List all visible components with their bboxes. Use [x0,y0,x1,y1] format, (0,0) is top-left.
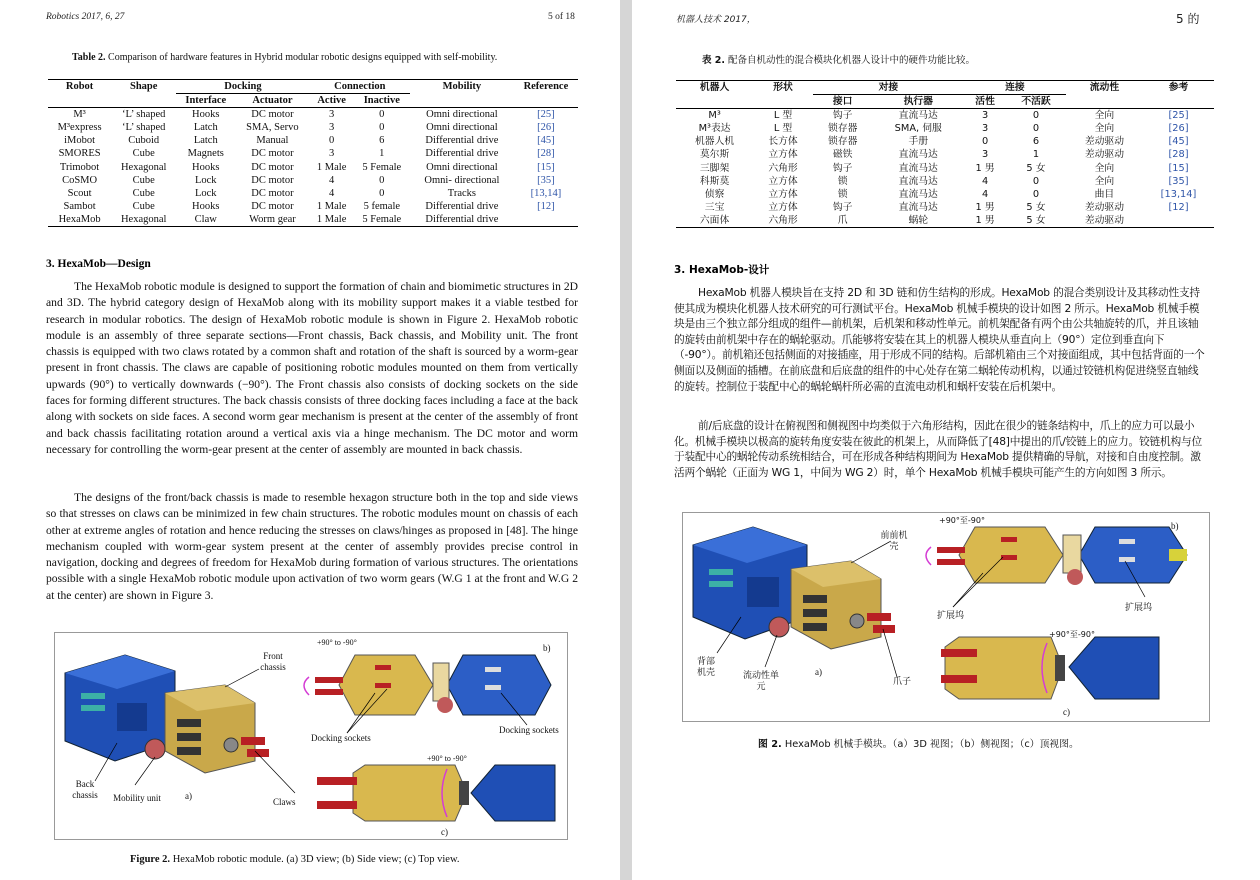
table-cell: 1 Male [316,214,347,226]
hardware-comparison-table [676,80,1214,228]
hardware-comparison-table [48,79,578,227]
table-cell: Omni directional [426,161,498,173]
table-cell: DC motor [251,109,294,120]
reference-link[interactable]: [25] [537,109,555,120]
reference-link[interactable]: [45] [537,135,555,147]
table-cell: 0 [1032,189,1040,201]
table-cell: M³表达 [698,123,731,135]
col-robot: Robot [65,81,94,93]
3d-view [693,527,895,649]
running-header-journal: Robotics 2017, 6, 27 [46,12,125,22]
table-cell: 6 [1032,136,1040,148]
label-b: b) [543,643,551,653]
table-cell: 三宝 [704,202,725,214]
label-angle-side: +90°至-90° [939,516,985,525]
label-c: c) [1063,707,1070,717]
label-front-chassis: 前前机壳 [880,531,908,552]
label-mobility-unit: Mobility unit [113,793,161,803]
table-cell: Lock [194,188,217,200]
table-cell: 5 女 [1026,202,1046,214]
col-connection: 连接 [1005,82,1025,93]
table-cell: Hooks [192,109,220,120]
table-row [676,109,1214,123]
table-row [676,214,1214,228]
running-header-journal: 机器人技术 2017， [676,15,756,25]
table-cell: M³express [57,122,102,134]
table-row [676,122,1214,135]
table-cell: 0 [379,174,385,186]
table-cell: 1 男 [975,215,995,227]
col-docking: 对接 [878,82,899,93]
table-row [48,187,578,200]
table-cell: 差动驱动 [1084,136,1125,148]
table-cell: 钩子 [832,110,853,121]
table-row [676,201,1214,214]
table-cell: 5 female [363,201,401,213]
section-title: 3. HexaMob-设计 [674,264,770,276]
table-cell: iMobot [64,135,96,147]
label-docking-sockets-2: 扩展坞 [1125,603,1153,613]
table-cell: Latch [193,135,218,147]
table-cell: Cube [132,201,155,213]
table-cell: 蜗轮 [908,215,929,227]
table-cell: 磁铁 [832,149,853,161]
table-cell: ‘L’ shaped [121,122,166,134]
table-row [48,147,578,160]
table-row [676,175,1214,188]
col-active: 活性 [964,95,1006,109]
table-cell: 六角形 [768,215,798,227]
table-cell: Lock [194,174,217,186]
table-cell: 3 [981,123,989,135]
table-cell: SMORES [58,148,101,160]
label-c: c) [441,827,448,837]
table-row [676,162,1214,175]
table-caption: Table 2. Comparison of hardware features in Hybrid modular robotic designs equipped with self-mobility. [72,52,498,63]
table-cell: 3 [981,110,989,121]
table-cell: 钩子 [832,162,853,174]
paragraph-1: HexaMob 机器人模块旨在支持 2D 和 3D 链和仿生结构的形成。HexaMob 的混合类别设计及其移动性支持使其成为模块化机器人技术研究的可行测试平台。HexaMob 机械手模块的设计如图 2 所示。HexaMob 机械手模块是由三个独立部分组成的组件—前机架，后机架和移动性单元。前机架配备有两个由公共轴旋转的爪，并且该轴的旋转由前机架中存在的蜗轮驱动。爪能够将安装在其上的机器人模块从垂直向上（90°）定位到垂直向下（-90°）。前机箱还包括侧面的对接插座，用于形成不同的结构。后部机箱由三个对接面组成，其中包括背面的一个侧面以及侧面的插槽。在前底盘和后底盘的组件的中心处存在第二蜗轮传动机构，以通过铰链机构促进绕竖直轴线的旋转。控制位于装配中心的蜗轮蜗杆所必需的直流电动机和蜗杆安装在后机架中。 [674,286,1205,393]
table-cell: 6 [379,135,385,147]
table-row [48,134,578,147]
table-cell: 5 女 [1026,215,1046,227]
table-cell: Cube [132,148,155,160]
table-cell: 曲目 [1094,189,1115,201]
running-header-page: 5 的 [1176,12,1200,26]
table-cell: DC motor [251,174,294,186]
label-angle-side: +90° to -90° [317,638,357,647]
table-row [676,188,1214,201]
3d-view [65,655,269,773]
table-cell: 4 [981,189,989,201]
col-actuator: 执行器 [873,95,965,109]
figure-caption: Figure 2. HexaMob robotic module. (a) 3D view; (b) Side view; (c) Top view. [130,854,460,865]
reference-link[interactable]: [35] [1168,175,1189,187]
label-docking-sockets-1: Docking sockets [311,733,371,743]
table-cell: DC motor [251,188,294,200]
table-cell: Cuboid [128,135,160,147]
table-cell: 直流马达 [898,202,938,214]
reference-link[interactable]: [13,14] [530,188,562,200]
chinese-page [632,0,1260,880]
label-front-chassis: Front chassis [260,651,286,672]
table-cell: 科斯莫 [699,175,730,187]
table-cell: Cube [132,174,155,186]
col-inactive: 不活跃 [1006,95,1066,109]
table-row [48,200,578,213]
side-view [926,527,1187,585]
table-cell: 1 [1032,149,1040,161]
reference-link[interactable]: [28] [1168,149,1189,161]
top-view [941,637,1159,699]
table-cell: 3 [329,148,335,160]
table-cell: Trimobot [59,161,100,173]
table-cell: 0 [379,188,385,200]
table-cell: 锁 [837,189,848,201]
table-cell: 3 [981,149,989,161]
label-b: b) [1171,521,1179,531]
reference-link[interactable] [1143,214,1214,228]
table-cell: Hooks [192,201,220,213]
table-cell: 爪 [837,215,848,227]
table-row [48,108,578,122]
table-caption: 表 2. 配备自机动性的混合模块化机器人设计中的硬件功能比较。 [702,55,976,66]
table-cell: 六面体 [699,215,730,227]
top-view [317,765,555,821]
reference-link[interactable]: [15] [537,161,555,173]
table-cell: 0 [1032,110,1040,121]
table-cell: 0 [379,122,385,134]
table-cell: Differential drive [425,135,499,147]
table-cell: Differential drive [425,201,499,213]
table-cell: 直流马达 [898,110,938,121]
table-cell: 5 Female [362,161,402,173]
table-cell: Cube [132,188,155,200]
table-cell: 直流马达 [898,189,938,201]
label-a: a) [815,667,822,677]
paragraph-1: The HexaMob robotic module is designed to support the formation of chain and biomimetic structures in 2D and 3D. The hybrid category design of HexaMob along with its mobility support makes it a viable testbed for research in modular robotics. The design of HexaMob robotic module is shown in Figure 2. HexaMob robotic module is an assembly of three separate sections—Front chassis, Back chassis, and Mobility unit. The front chassis is equipped with two claws rotated by a common shaft and rotation of the shaft is sourced by a worm-gear present in front chassis. The claws are capable of positioning robotic modules mounted on them from vertically upwards (90°) to vertically downwards (−90°). The Front chassis also consists of docking sockets on the side faces for forming different structures. The back chassis consists of three docking faces including a face at the back along with sockets on side faces. A second worm gear mechanism is present at the center of the assembly of front and back chassis facilitating rotation around a vertical axis via a hinge mechanism. The DC motor and worm necessary for controlling the worm-gear present at the center of assembly are mounted in back chassis. [46,280,578,456]
table-cell: Omni directional [426,109,498,120]
table-cell: 差动驱动 [1084,149,1125,161]
table-cell: 锁 [837,175,848,187]
table-cell: L 型 [773,123,793,135]
label-angle-top: +90° to -90° [427,754,467,763]
table-cell: L 型 [773,110,793,121]
table-row [48,121,578,134]
table-cell: 1 男 [975,202,995,214]
label-back-chassis: Back chassis [72,779,98,800]
table-cell: 差动驱动 [1084,215,1125,227]
reference-link[interactable] [514,213,578,227]
table-cell: Claw [194,214,217,226]
table-cell: 机器人机 [694,136,735,148]
table-cell: DC motor [251,148,294,160]
label-claws: 爪子 [893,677,912,687]
table-cell: M³ [708,110,721,121]
table-cell: 立方体 [768,189,798,201]
table-cell: 立方体 [768,202,798,214]
table-row [48,174,578,187]
table-cell: 长方体 [768,136,798,148]
reference-link[interactable]: [12] [1168,202,1189,214]
label-angle-top: +90°至-90° [1049,630,1095,639]
table-cell: DC motor [251,161,294,173]
label-docking-sockets-2: Docking sockets [499,725,559,735]
table-cell: Hexagonal [120,214,167,226]
table-row [676,135,1214,148]
table-cell: 全向 [1094,123,1115,135]
col-interface: 接口 [813,95,873,109]
reference-link[interactable]: [28] [537,148,555,160]
col-reference: 参考 [1168,82,1189,94]
col-connection: Connection [334,81,386,92]
table-cell: M³ [73,109,86,120]
table-cell: 直流马达 [898,175,938,187]
col-inactive: Inactive [354,94,410,108]
table-cell: 5 女 [1026,162,1046,174]
reference-link[interactable]: [25] [1168,110,1189,121]
paragraph-2: 前/后底盘的设计在俯视图和侧视图中均类似于六角形结构，因此在很少的链条结构中，爪上的应力可以最小化。机械手模块以极高的旋转角度安装在彼此的机架上，从而降低了[48]中提出的爪/铰链上的应力。铰链机构与位于装配中心的蜗轮传动系统相结合，可在形成各种结构期间为 HexaMob 提供精确的导航，对接和自由度控制。激活两个蜗轮（正面为 WG 1，中间为 WG 2）时，单个 HexaMob 机械手模块可能产生的方向如图 3 所示。 [674,419,1202,479]
table-cell: Worm gear [249,214,296,226]
table-cell: 莫尔斯 [699,149,730,161]
col-docking: Docking [224,81,262,92]
table-cell: ‘L’ shaped [121,109,166,120]
table-cell: 全向 [1094,175,1115,187]
reference-link[interactable]: [12] [537,201,555,213]
table-cell: 1 [379,148,385,160]
col-reference: Reference [523,81,569,93]
col-interface: Interface [176,94,235,108]
reference-link[interactable]: [35] [537,174,555,186]
col-robot: 机器人 [699,82,730,94]
table-cell: Hooks [192,161,220,173]
table-cell: 锁存器 [827,136,858,148]
table-cell: Tracks [447,188,476,200]
col-shape: 形状 [773,82,793,94]
table-cell: Hexagonal [120,161,167,173]
table-cell: Scout [67,188,92,200]
table-cell: 4 [329,188,335,200]
table-cell: 5 Female [362,214,402,226]
label-a: a) [185,791,192,801]
reference-link[interactable]: [45] [1168,136,1189,148]
table-cell: 侦察 [704,189,725,201]
table-cell: 0 [329,135,335,147]
table-cell: SMA, 伺服 [894,123,942,135]
table-cell: 全向 [1094,162,1115,174]
figure-2 [682,512,1210,722]
label-mobility-unit: 流动性单元 [742,671,779,692]
table-cell: 三脚架 [699,162,730,174]
table-cell: 全向 [1094,110,1115,121]
col-mobility: 流动性 [1089,82,1120,94]
label-back-chassis: 背部机壳 [696,657,715,678]
table-cell: Differential drive [425,148,499,160]
table-cell: 六角形 [768,162,798,174]
table-cell: SMA, Servo [246,122,299,134]
table-cell: 3 [329,109,335,120]
table-cell: 0 [981,136,989,148]
figure-caption: 图 2. HexaMob 机械手模块。（a）3D 视图；（b）侧视图；（c）顶视图。 [758,739,1079,750]
table-cell: 0 [1032,123,1040,135]
table-cell: Magnets [187,148,224,160]
table-cell: Sambot [63,201,96,213]
reference-link[interactable]: [13,14] [1160,189,1197,201]
table-cell: 差动驱动 [1084,202,1125,214]
table-cell: 3 [329,122,335,134]
col-active: Active [310,94,354,108]
table-cell: 0 [379,109,385,120]
table-cell: Omni directional [426,122,498,134]
reference-link[interactable]: [26] [1168,123,1189,135]
table-cell: 直流马达 [898,149,938,161]
table-cell: 手册 [908,136,929,148]
english-page [0,0,620,880]
reference-link[interactable]: [15] [1168,162,1189,174]
label-docking-sockets-1: 扩展坞 [937,611,965,621]
label-claws: Claws [273,797,296,807]
figure-2 [54,632,568,840]
table-cell: 直流马达 [898,162,938,174]
table-cell: 锁存器 [827,123,858,135]
table-cell: 1 Male [316,201,347,213]
running-header-page: 5 of 18 [548,12,575,22]
table-cell: 立方体 [768,175,798,187]
table-cell: 钩子 [832,202,853,214]
table-cell: Omni- directional [424,174,500,186]
table-row [48,161,578,174]
reference-link[interactable]: [26] [537,122,555,134]
table-cell: 4 [981,175,989,187]
col-actuator: Actuator [235,94,309,108]
table-cell: DC motor [251,201,294,213]
table-cell: 0 [1032,175,1040,187]
col-shape: Shape [130,81,158,93]
table-cell: 4 [329,174,335,186]
table-cell: Differential drive [425,214,499,226]
col-mobility: Mobility [442,81,482,93]
table-row [676,148,1214,161]
table-cell: HexaMob [58,214,101,226]
section-title: 3. HexaMob—Design [46,258,151,270]
table-cell: 立方体 [768,149,798,161]
paragraph-2: The designs of the front/back chassis is made to resemble hexagon structure both in the top and side views so that stresses on claws can be minimized in few chain structures. The robotic modules mount on chassis of each other at extreme angles of rotation and hence reducing the stresses on claws/hinges as proposed in [48]. The hinge mechanism coupled with worm-gear system present at the center of assembly provides precise control in navigation, docking and degrees of freedom for HexaMob during formation of various structures. The orientations possible with a single HexaMob robotic module upon activation of two worm gears (W.G 1 at the front and W.G 2 at the center) are shown in Figure 3. [46,491,578,602]
table-cell: Latch [193,122,218,134]
table-cell: CoSMO [62,174,98,186]
side-view [304,655,551,715]
table-cell: 1 男 [975,162,995,174]
table-cell: 1 Male [316,161,347,173]
table-row [48,213,578,227]
table-cell: Manual [256,135,289,147]
